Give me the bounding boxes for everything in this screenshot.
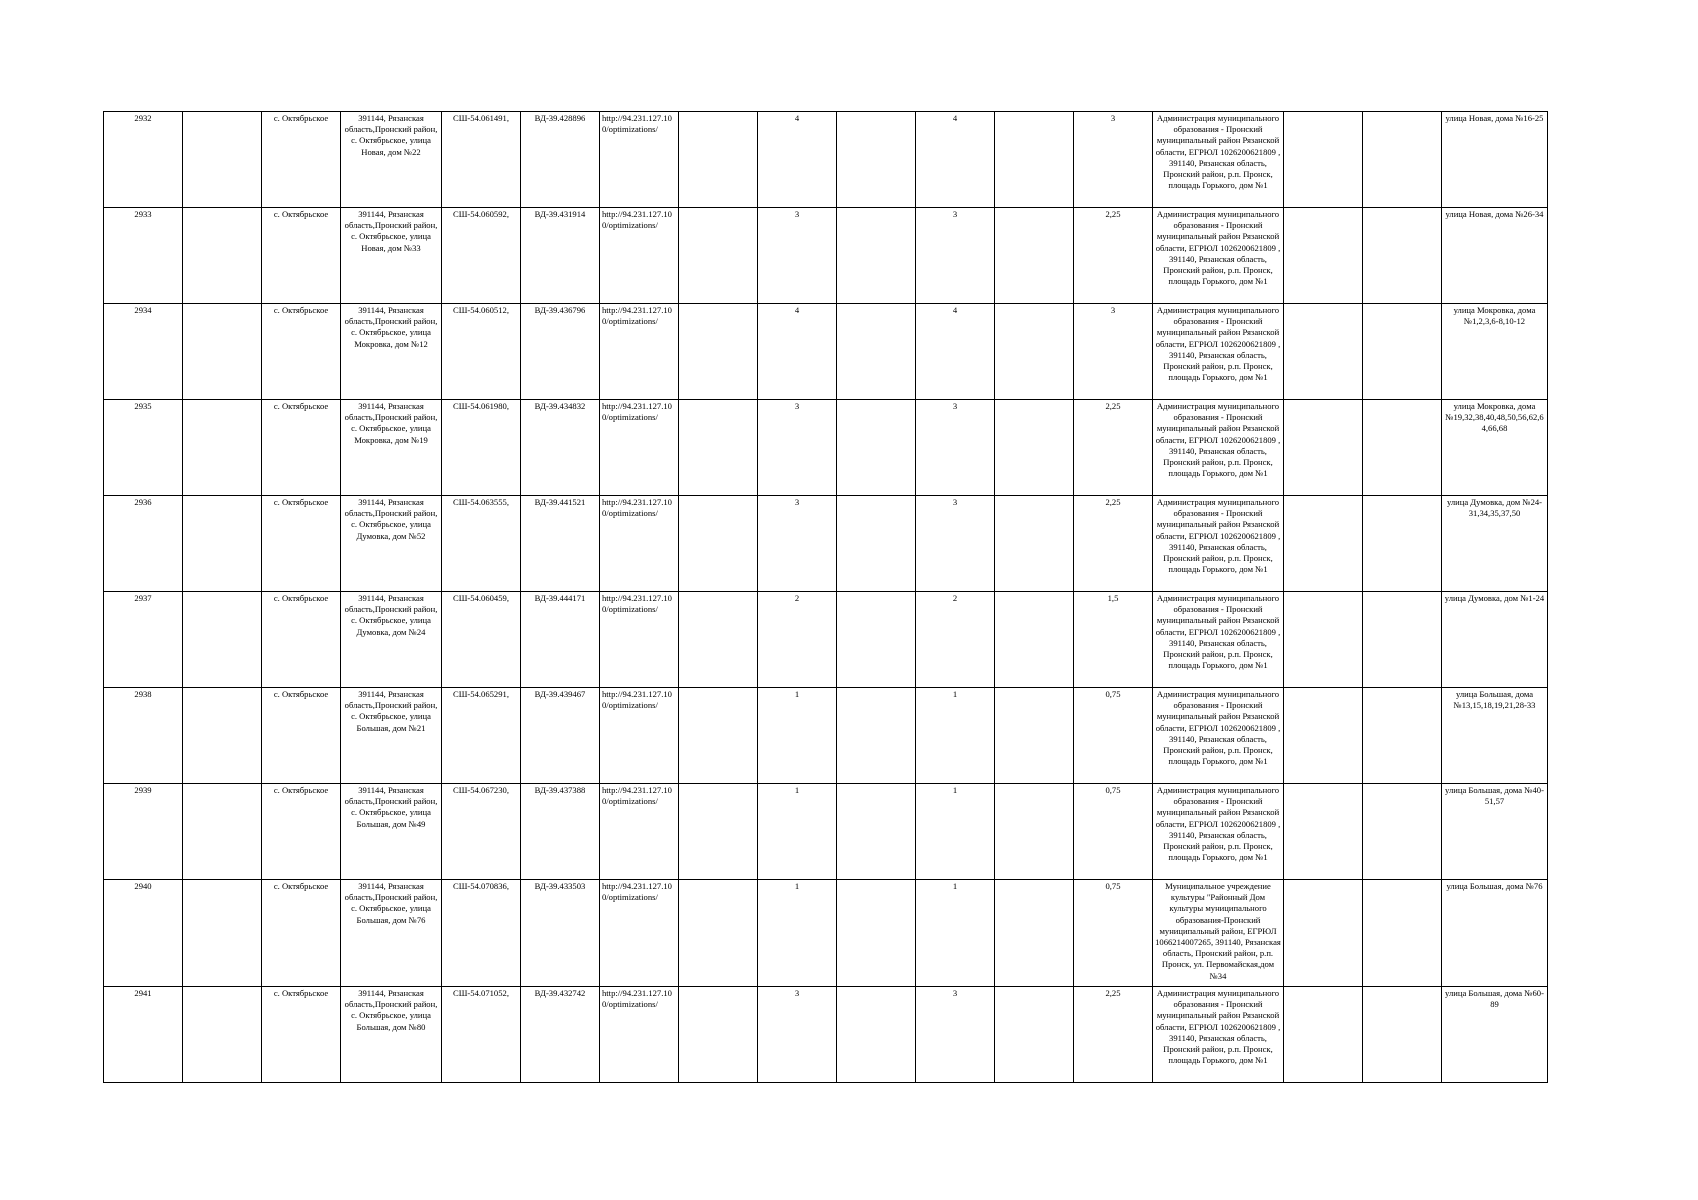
- longitude-cell: ВД-39.434832: [521, 400, 600, 496]
- latitude-cell: СШ-54.061491,: [442, 112, 521, 208]
- settlement-cell: с. Октябрьское: [262, 987, 341, 1083]
- empty-cell: [183, 304, 262, 400]
- count-cell: 3: [916, 400, 995, 496]
- address-cell: 391144, Рязанская область,Пронский район, с. Октябрьское, улица Большая, дом №21: [341, 688, 442, 784]
- empty-cell: [679, 987, 758, 1083]
- latitude-cell: СШ-54.060459,: [442, 592, 521, 688]
- empty-cell: [995, 880, 1074, 987]
- address-cell: 391144, Рязанская область,Пронский район, с. Октябрьское, улица Большая, дом №76: [341, 880, 442, 987]
- count-cell: 3: [916, 208, 995, 304]
- empty-cell: [183, 208, 262, 304]
- empty-cell: [183, 784, 262, 880]
- empty-cell: [995, 496, 1074, 592]
- volume-cell: 2,25: [1074, 496, 1153, 592]
- address-cell: 391144, Рязанская область,Пронский район, с. Октябрьское, улица Новая, дом №33: [341, 208, 442, 304]
- count-cell: 1: [916, 784, 995, 880]
- volume-cell: 1,5: [1074, 592, 1153, 688]
- table-row: [104, 304, 1548, 400]
- empty-cell: [995, 784, 1074, 880]
- address-cell: 391144, Рязанская область,Пронский район, с. Октябрьское, улица Новая, дом №22: [341, 112, 442, 208]
- empty-cell: [183, 688, 262, 784]
- count-cell: 1: [758, 784, 837, 880]
- latitude-cell: СШ-54.065291,: [442, 688, 521, 784]
- owner-cell: Администрация муниципального образования - Пронский муниципальный район Рязанской области, ЕГРЮЛ 1026200621809 , 391140, Рязанская область, Пронский район, р.п. Пронск, площадь Горького, дом №1: [1153, 400, 1284, 496]
- served-addresses-cell: улица Большая, дома №60-89: [1442, 987, 1548, 1083]
- table-row: [104, 688, 1548, 784]
- count-cell: 1: [916, 688, 995, 784]
- settlement-cell: с. Октябрьское: [262, 496, 341, 592]
- empty-cell: [1284, 400, 1363, 496]
- longitude-cell: ВД-39.444171: [521, 592, 600, 688]
- row-number-cell: 2934: [104, 304, 183, 400]
- address-cell: 391144, Рязанская область,Пронский район, с. Октябрьское, улица Думовка, дом №24: [341, 592, 442, 688]
- table-row: [104, 496, 1548, 592]
- owner-cell: Администрация муниципального образования - Пронский муниципальный район Рязанской области, ЕГРЮЛ 1026200621809 , 391140, Рязанская область, Пронский район, р.п. Пронск, площадь Горького, дом №1: [1153, 592, 1284, 688]
- empty-cell: [183, 400, 262, 496]
- volume-cell: 2,25: [1074, 400, 1153, 496]
- empty-cell: [679, 496, 758, 592]
- link-cell: http://94.231.127.100/optimizations/: [600, 987, 679, 1083]
- count-cell: 3: [916, 496, 995, 592]
- owner-cell: Администрация муниципального образования - Пронский муниципальный район Рязанской области, ЕГРЮЛ 1026200621809 , 391140, Рязанская область, Пронский район, р.п. Пронск, площадь Горького, дом №1: [1153, 304, 1284, 400]
- empty-cell: [679, 688, 758, 784]
- table-row: [104, 400, 1548, 496]
- settlement-cell: с. Октябрьское: [262, 304, 341, 400]
- empty-cell: [183, 880, 262, 987]
- count-cell: 1: [758, 880, 837, 987]
- count-cell: 1: [916, 880, 995, 987]
- longitude-cell: ВД-39.431914: [521, 208, 600, 304]
- empty-cell: [995, 304, 1074, 400]
- link-cell: http://94.231.127.100/optimizations/: [600, 592, 679, 688]
- count-cell: 3: [758, 987, 837, 1083]
- link-cell: http://94.231.127.100/optimizations/: [600, 400, 679, 496]
- empty-cell: [1363, 112, 1442, 208]
- empty-cell: [1363, 208, 1442, 304]
- link-cell: http://94.231.127.100/optimizations/: [600, 208, 679, 304]
- served-addresses-cell: улица Большая, дома №13,15,18,19,21,28-33: [1442, 688, 1548, 784]
- empty-cell: [1363, 784, 1442, 880]
- owner-cell: Муниципальное учреждение культуры "Районный Дом культуры муниципального образования-Пронский муниципальный район, ЕГРЮЛ 1066214007265, 391140, Рязанская область, Пронский район, р.п. Пронск, ул. Первомайская,дом №34: [1153, 880, 1284, 987]
- empty-cell: [837, 592, 916, 688]
- settlement-cell: с. Октябрьское: [262, 784, 341, 880]
- empty-cell: [183, 112, 262, 208]
- row-number-cell: 2939: [104, 784, 183, 880]
- address-cell: 391144, Рязанская область,Пронский район, с. Октябрьское, улица Думовка, дом №52: [341, 496, 442, 592]
- count-cell: 3: [758, 496, 837, 592]
- row-number-cell: 2940: [104, 880, 183, 987]
- settlement-cell: с. Октябрьское: [262, 112, 341, 208]
- empty-cell: [1284, 496, 1363, 592]
- empty-cell: [679, 592, 758, 688]
- table-row: [104, 880, 1548, 987]
- empty-cell: [1284, 784, 1363, 880]
- served-addresses-cell: улица Большая, дома №76: [1442, 880, 1548, 987]
- owner-cell: Администрация муниципального образования - Пронский муниципальный район Рязанской области, ЕГРЮЛ 1026200621809 , 391140, Рязанская область, Пронский район, р.п. Пронск, площадь Горького, дом №1: [1153, 688, 1284, 784]
- link-cell: http://94.231.127.100/optimizations/: [600, 688, 679, 784]
- count-cell: 3: [758, 400, 837, 496]
- owner-cell: Администрация муниципального образования - Пронский муниципальный район Рязанской области, ЕГРЮЛ 1026200621809 , 391140, Рязанская область, Пронский район, р.п. Пронск, площадь Горького, дом №1: [1153, 784, 1284, 880]
- settlement-cell: с. Октябрьское: [262, 688, 341, 784]
- count-cell: 3: [758, 208, 837, 304]
- empty-cell: [679, 880, 758, 987]
- empty-cell: [679, 400, 758, 496]
- served-addresses-cell: улица Новая, дома №26-34: [1442, 208, 1548, 304]
- row-number-cell: 2936: [104, 496, 183, 592]
- latitude-cell: СШ-54.061980,: [442, 400, 521, 496]
- settlement-cell: с. Октябрьское: [262, 880, 341, 987]
- empty-cell: [837, 208, 916, 304]
- address-cell: 391144, Рязанская область,Пронский район, с. Октябрьское, улица Большая, дом №49: [341, 784, 442, 880]
- empty-cell: [1363, 688, 1442, 784]
- link-cell: http://94.231.127.100/optimizations/: [600, 304, 679, 400]
- empty-cell: [679, 784, 758, 880]
- latitude-cell: СШ-54.060592,: [442, 208, 521, 304]
- empty-cell: [995, 688, 1074, 784]
- latitude-cell: СШ-54.063555,: [442, 496, 521, 592]
- address-cell: 391144, Рязанская область,Пронский район, с. Октябрьское, улица Мокровка, дом №12: [341, 304, 442, 400]
- count-cell: 3: [916, 987, 995, 1083]
- empty-cell: [1363, 304, 1442, 400]
- empty-cell: [1284, 592, 1363, 688]
- longitude-cell: ВД-39.436796: [521, 304, 600, 400]
- empty-cell: [995, 112, 1074, 208]
- count-cell: 1: [758, 688, 837, 784]
- row-number-cell: 2935: [104, 400, 183, 496]
- owner-cell: Администрация муниципального образования - Пронский муниципальный район Рязанской области, ЕГРЮЛ 1026200621809 , 391140, Рязанская область, Пронский район, р.п. Пронск, площадь Горького, дом №1: [1153, 496, 1284, 592]
- row-number-cell: 2938: [104, 688, 183, 784]
- latitude-cell: СШ-54.071052,: [442, 987, 521, 1083]
- empty-cell: [1284, 304, 1363, 400]
- settlement-cell: с. Октябрьское: [262, 592, 341, 688]
- empty-cell: [1284, 880, 1363, 987]
- empty-cell: [837, 304, 916, 400]
- empty-cell: [679, 112, 758, 208]
- longitude-cell: ВД-39.433503: [521, 880, 600, 987]
- owner-cell: Администрация муниципального образования - Пронский муниципальный район Рязанской области, ЕГРЮЛ 1026200621809 , 391140, Рязанская область, Пронский район, р.п. Пронск, площадь Горького, дом №1: [1153, 208, 1284, 304]
- volume-cell: 0,75: [1074, 784, 1153, 880]
- address-cell: 391144, Рязанская область,Пронский район, с. Октябрьское, улица Мокровка, дом №19: [341, 400, 442, 496]
- volume-cell: 2,25: [1074, 987, 1153, 1083]
- served-addresses-cell: улица Мокровка, дома №1,2,3,6-8,10-12: [1442, 304, 1548, 400]
- longitude-cell: ВД-39.432742: [521, 987, 600, 1083]
- row-number-cell: 2941: [104, 987, 183, 1083]
- longitude-cell: ВД-39.437388: [521, 784, 600, 880]
- link-cell: http://94.231.127.100/optimizations/: [600, 784, 679, 880]
- empty-cell: [995, 592, 1074, 688]
- owner-cell: Администрация муниципального образования - Пронский муниципальный район Рязанской области, ЕГРЮЛ 1026200621809 , 391140, Рязанская область, Пронский район, р.п. Пронск, площадь Горького, дом №1: [1153, 112, 1284, 208]
- empty-cell: [1284, 987, 1363, 1083]
- count-cell: 4: [758, 304, 837, 400]
- longitude-cell: ВД-39.428896: [521, 112, 600, 208]
- settlement-cell: с. Октябрьское: [262, 400, 341, 496]
- count-cell: 4: [758, 112, 837, 208]
- empty-cell: [1363, 592, 1442, 688]
- count-cell: 2: [916, 592, 995, 688]
- empty-cell: [995, 208, 1074, 304]
- volume-cell: 0,75: [1074, 688, 1153, 784]
- count-cell: 4: [916, 112, 995, 208]
- empty-cell: [1363, 496, 1442, 592]
- empty-cell: [1284, 688, 1363, 784]
- volume-cell: 3: [1074, 304, 1153, 400]
- served-addresses-cell: улица Мокровка, дома №19,32,38,40,48,50,56,62,64,66,68: [1442, 400, 1548, 496]
- empty-cell: [837, 987, 916, 1083]
- empty-cell: [183, 496, 262, 592]
- table-row: [104, 784, 1548, 880]
- empty-cell: [995, 400, 1074, 496]
- empty-cell: [183, 592, 262, 688]
- latitude-cell: СШ-54.060512,: [442, 304, 521, 400]
- served-addresses-cell: улица Думовка, дом №24-31,34,35,37,50: [1442, 496, 1548, 592]
- count-cell: 4: [916, 304, 995, 400]
- volume-cell: 0,75: [1074, 880, 1153, 987]
- empty-cell: [1284, 208, 1363, 304]
- latitude-cell: СШ-54.067230,: [442, 784, 521, 880]
- link-cell: http://94.231.127.100/optimizations/: [600, 496, 679, 592]
- count-cell: 2: [758, 592, 837, 688]
- registry-table: [103, 111, 1548, 1083]
- longitude-cell: ВД-39.439467: [521, 688, 600, 784]
- served-addresses-cell: улица Новая, дома №16-25: [1442, 112, 1548, 208]
- settlement-cell: с. Октябрьское: [262, 208, 341, 304]
- empty-cell: [1363, 987, 1442, 1083]
- longitude-cell: ВД-39.441521: [521, 496, 600, 592]
- row-number-cell: 2933: [104, 208, 183, 304]
- table-row: [104, 208, 1548, 304]
- volume-cell: 3: [1074, 112, 1153, 208]
- empty-cell: [837, 400, 916, 496]
- owner-cell: Администрация муниципального образования - Пронский муниципальный район Рязанской области, ЕГРЮЛ 1026200621809 , 391140, Рязанская область, Пронский район, р.п. Пронск, площадь Горького, дом №1: [1153, 987, 1284, 1083]
- table-row: [104, 112, 1548, 208]
- empty-cell: [679, 208, 758, 304]
- link-cell: http://94.231.127.100/optimizations/: [600, 880, 679, 987]
- table-row: [104, 592, 1548, 688]
- empty-cell: [837, 880, 916, 987]
- empty-cell: [1363, 400, 1442, 496]
- row-number-cell: 2932: [104, 112, 183, 208]
- address-cell: 391144, Рязанская область,Пронский район, с. Октябрьское, улица Большая, дом №80: [341, 987, 442, 1083]
- empty-cell: [837, 688, 916, 784]
- empty-cell: [837, 496, 916, 592]
- volume-cell: 2,25: [1074, 208, 1153, 304]
- empty-cell: [1363, 880, 1442, 987]
- served-addresses-cell: улица Большая, дома №40-51,57: [1442, 784, 1548, 880]
- empty-cell: [679, 304, 758, 400]
- served-addresses-cell: улица Думовка, дом №1-24: [1442, 592, 1548, 688]
- link-cell: http://94.231.127.100/optimizations/: [600, 112, 679, 208]
- empty-cell: [837, 112, 916, 208]
- empty-cell: [837, 784, 916, 880]
- empty-cell: [183, 987, 262, 1083]
- empty-cell: [995, 987, 1074, 1083]
- empty-cell: [1284, 112, 1363, 208]
- row-number-cell: 2937: [104, 592, 183, 688]
- latitude-cell: СШ-54.070836,: [442, 880, 521, 987]
- table-row: [104, 987, 1548, 1083]
